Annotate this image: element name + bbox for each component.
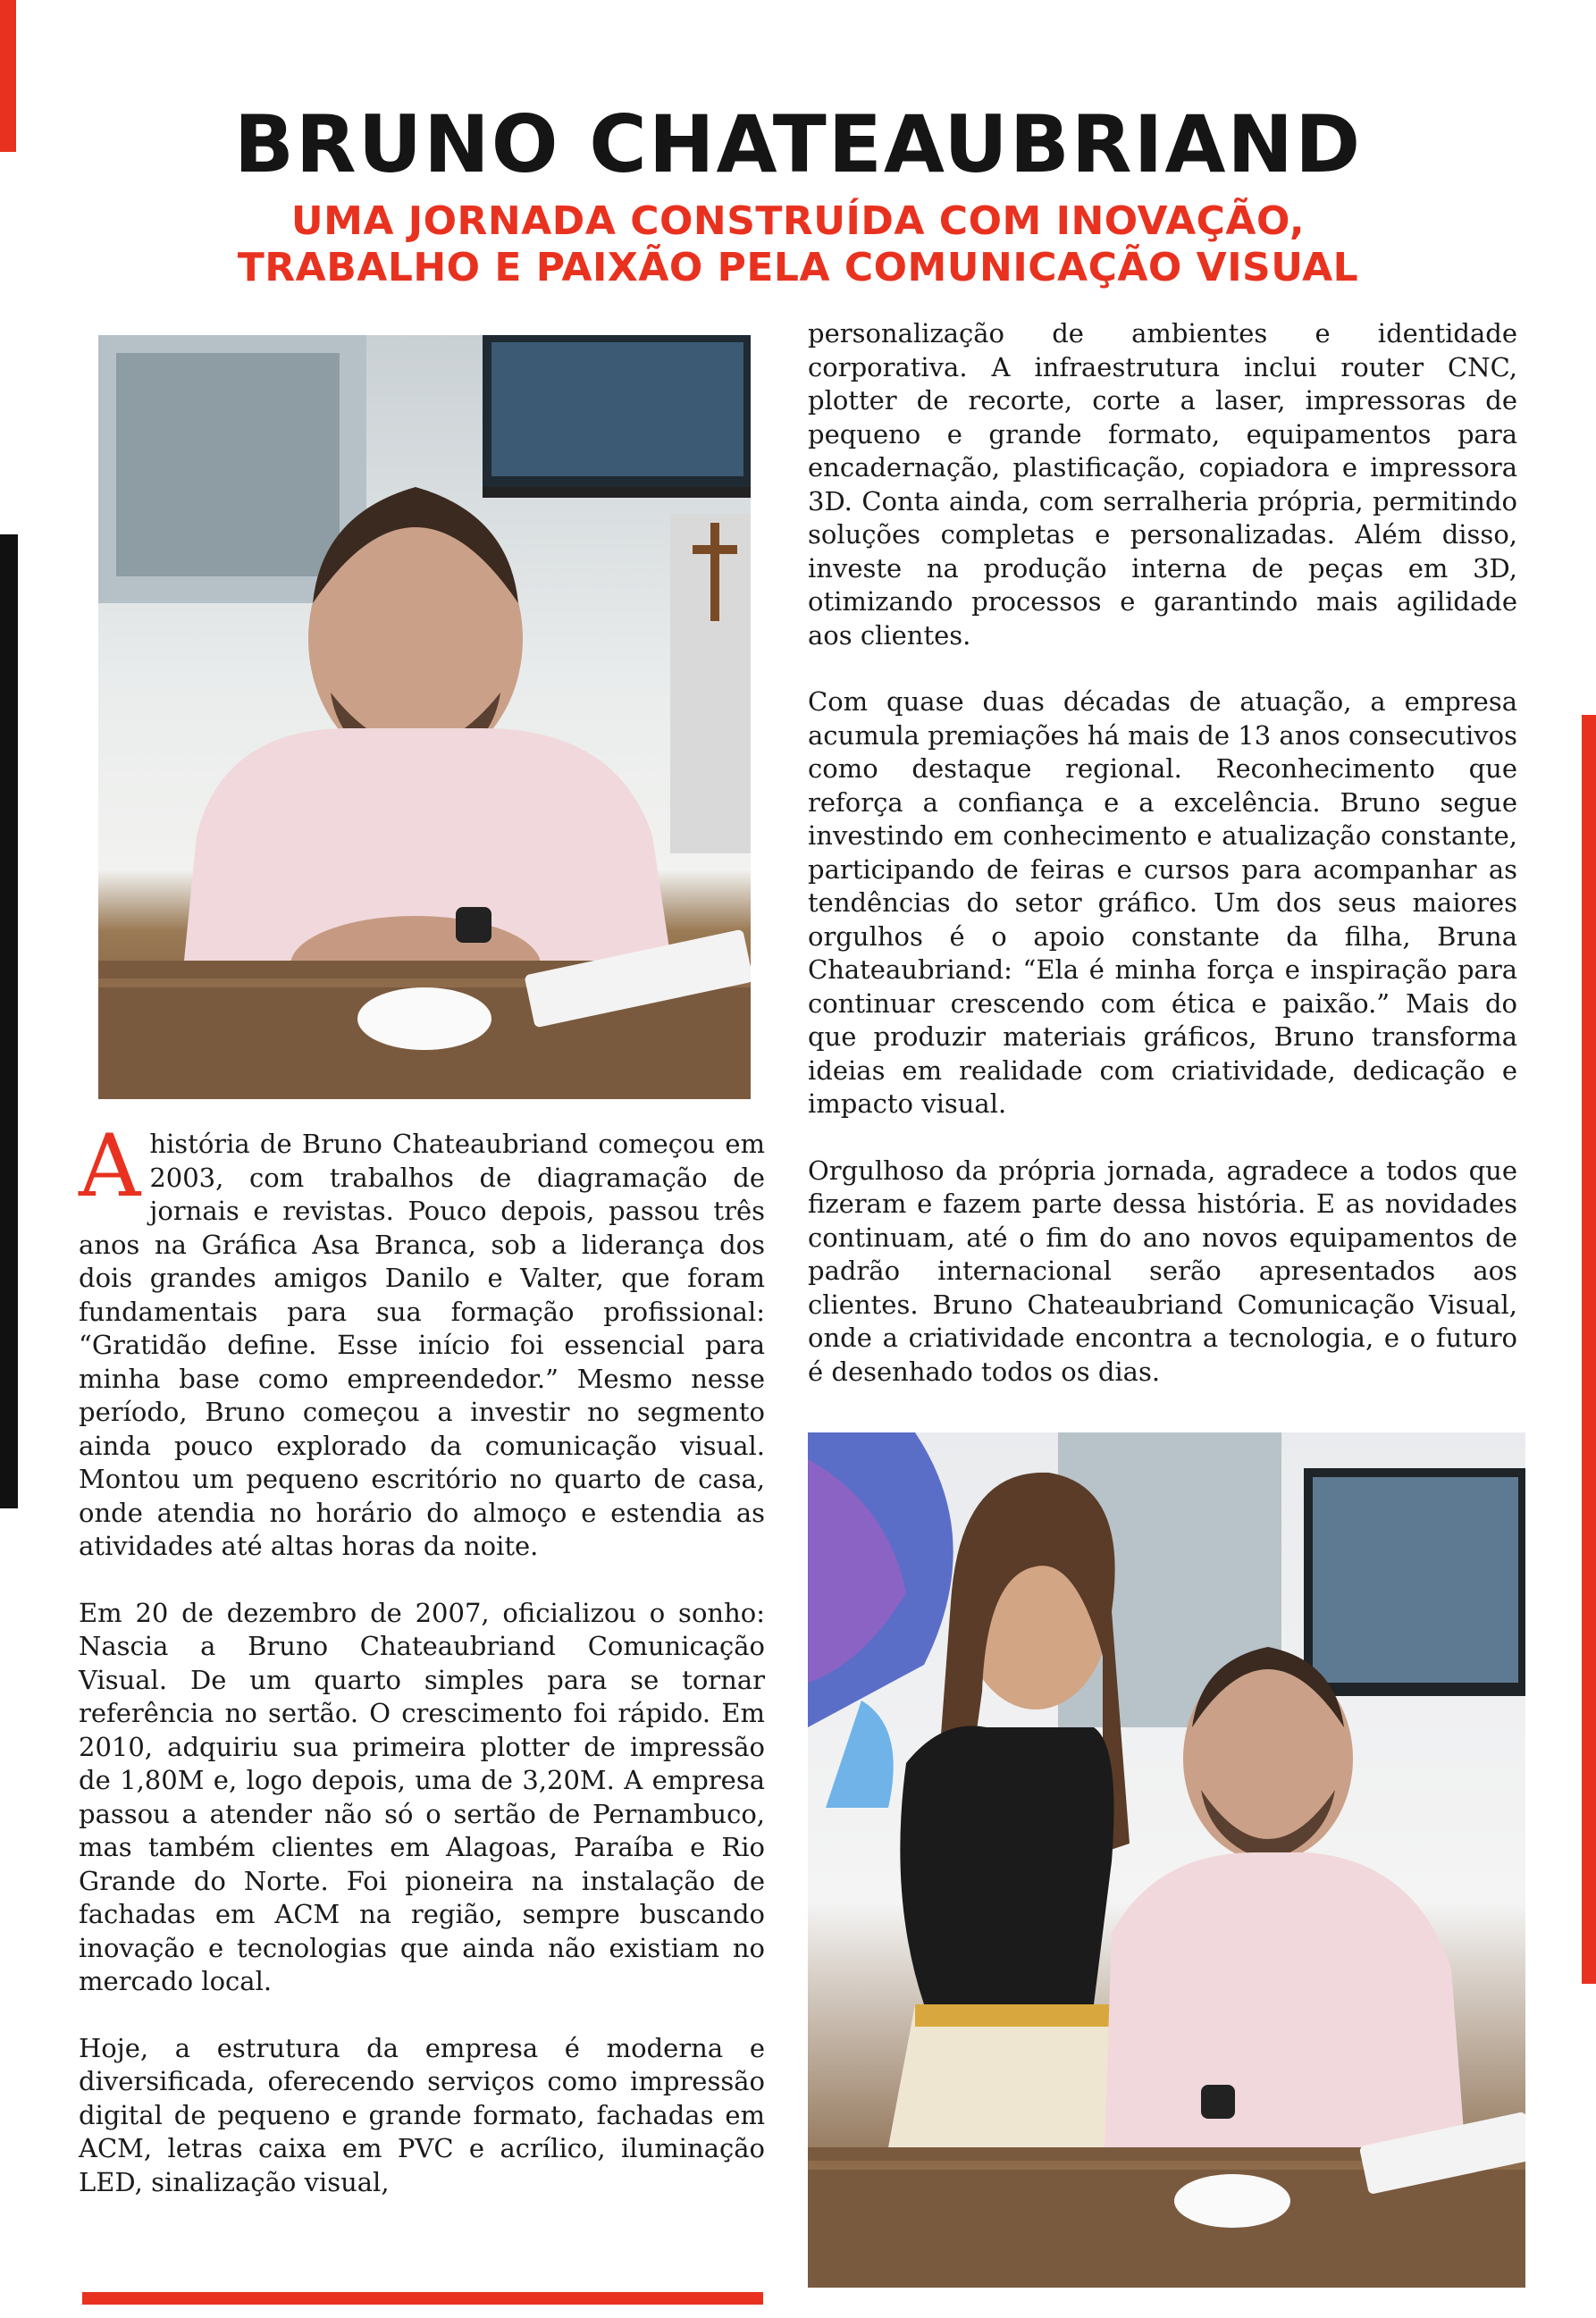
accent-bar-right bbox=[1582, 715, 1596, 1984]
drop-cap: A bbox=[79, 1116, 141, 1216]
article-column-left bbox=[79, 1116, 765, 2232]
paragraph-4: personalização de ambientes e identidade corporativa. A infraestrutura inclui router CNC, plotter de recorte, corte a laser, impressoras de pequeno e grande formato, equipamentos para encadernação, plastificação, copiadora e impressora 3D. Conta ainda, com serralheria própria, permitindo soluções completas e personalizadas. Além disso, investe na produção interna de peças em 3D, otimizando processos e garantindo mais agilidade aos clientes. bbox=[808, 318, 1517, 651]
paragraph-6: Orgulhoso da própria jornada, agradece a todos que fizeram e fazem parte dessa história. E as novidades continuam, até o fim do ano novos equipamentos de padrão internacional serão apresentados aos clientes. Bruno Chateaubriand Comunicação Visual, onde a criatividade encontra a tecnologia, e o futuro é desenhado todos os dias. bbox=[808, 1155, 1517, 1387]
subtitle-line-2: TRABALHO E PAIXÃO PELA COMUNICAÇÃO VISUAL bbox=[237, 245, 1359, 290]
article-column-right bbox=[808, 317, 1517, 1422]
paragraph-5: Com quase duas décadas de atuação, a empresa acumula premiações há mais de 13 anos consecutivos como destaque regional. Reconhecimento que reforça a confiança e a excelência. Bruno segue investindo em conhecimento e atualização constante, participando de feiras e cursos para acompanhar as tendências do setor gráfico. Um dos seus maiores orgulhos é o apoio constante da filha, Bruna Chateaubriand: “Ela é minha força e inspiração para continuar crescendo com ética e paixão.” Mais do que produzir materiais gráficos, Bruno transforma ideias em realidade com criatividade, dedicação e impacto visual. bbox=[808, 686, 1517, 1119]
paragraph-3: Hoje, a estrutura da empresa é moderna e diversificada, oferecendo serviços como impressão digital de pequeno e grande formato, fachadas em ACM, letras caixa em PVC e acrílico, iluminação LED, sinalização visual, bbox=[79, 2032, 765, 2197]
page-title: BRUNO CHATEAUBRIAND bbox=[233, 98, 1363, 190]
paragraph-1 bbox=[79, 1116, 765, 1564]
subtitle-line-1: UMA JORNADA CONSTRUÍDA COM INOVAÇÃO, bbox=[290, 198, 1306, 244]
accent-bar-bottom bbox=[82, 2292, 763, 2305]
photo-bruno-and-daughter bbox=[808, 1432, 1525, 2288]
photo-bruno-at-desk bbox=[98, 335, 751, 1099]
paragraph-1-text: história de Bruno Chateaubriand começou em 2003, com trabalhos de diagramação de jornais e revistas. Pouco depois, passou três anos na Gráfica Asa Branca, sob a liderança dos dois grandes amigos Danilo e Valter, que foram fundamentais para sua formação profissional: “Gratidão define. Esse início foi essencial para minha base como empreendedor.” Mesmo nesse período, Bruno começou a investir no segmento ainda pouco explorado da comunicação visual. Montou um pequeno escritório no quarto de casa, onde atendia no horário do almoço e estendia as atividades até altas horas da noite. bbox=[79, 1129, 765, 1561]
page-subtitle bbox=[0, 198, 1596, 291]
paragraph-2: Em 20 de dezembro de 2007, oficializou o sonho: Nascia a Bruno Chateaubriand Comunicação Visual. De um quarto simples para se tornar referência no sertão. O crescimento foi rápido. Em 2010, adquiriu sua primeira plotter de impressão de 1,80M e, logo depois, uma de 3,20M. A empresa passou a atender não só o sertão de Pernambuco, mas também clientes em Alagoas, Paraíba e Rio Grande do Norte. Foi pioneira na instalação de fachadas em ACM na região, sempre buscando inovação e tecnologias que ainda não existiam no mercado local. bbox=[79, 1597, 765, 1996]
accent-bar-left bbox=[0, 534, 18, 1508]
